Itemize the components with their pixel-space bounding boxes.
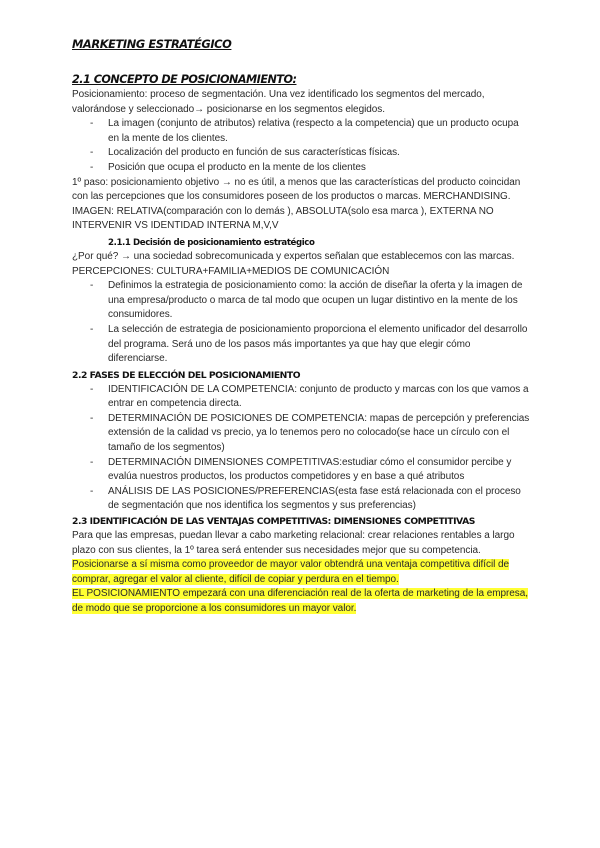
section-2-2 xyxy=(72,369,532,514)
section-2-1-intro: Posicionamiento: proceso de segmentación. Una vez identificado los segmentos del mercado, valorándose y seleccionado→ posicionarse en los segmentos elegidos. xyxy=(72,89,485,115)
list-item: - La imagen (conjunto de atributos) relativa (respecto a la competencia) que un producto ocupa en la mente de los clientes. xyxy=(72,117,532,146)
section-2-1-1-intro: ¿Por qué? → una sociedad sobrecomunicada y expertos señalan que establecemos con las marcas. PERCEPCIONES: CULTURA+FAMILIA+MEDIOS DE COMUNICACIÓN xyxy=(72,250,515,277)
document-page xyxy=(72,36,532,617)
highlighted-text: EL POSICIONAMIENTO empezará con una diferenciación real de la oferta de marketing de la empresa, de modo que se proporcione a los consumidores un mayor valor. xyxy=(72,588,528,614)
highlighted-text: Posicionarse a sí misma como proveedor de mayor valor obtendrá una ventaja competitiva difícil de comprar, agregar el valor al cliente, difícil de copiar y perdura en el tiempo. xyxy=(72,559,510,585)
list-item: - Localización del producto en función de sus características físicas. xyxy=(72,146,532,161)
list-item: - IDENTIFICACIÓN DE LA COMPETENCIA: conjunto de producto y marcas con los que vamos a entrar en competencia directa. xyxy=(72,383,532,412)
section-2-3-intro-text: Para que las empresas, puedan llevar a cabo marketing relacional: crear relaciones rentables a largo plazo con sus clientes, la 1º tarea será entender sus necesidades mejor que su competencia. xyxy=(72,530,515,556)
list-item: - ANÁLISIS DE LAS POSICIONES/PREFERENCIAS(esta fase está relacionada con el proceso de segmentación que nos identifica los segmentos y sus preferencias) xyxy=(72,485,532,514)
section-2-2-heading: 2.2 FASES DE ELECCIÓN DEL POSICIONAMIENTO xyxy=(72,369,301,381)
section-2-1-1 xyxy=(72,236,532,367)
list-item: - DETERMINACIÓN DE POSICIONES DE COMPETENCIA: mapas de percepción y preferencias extensión de la calidad vs precio, ya lo tenemos pero no colocado(se hace un círculo con el tamaño de los segmentos) xyxy=(72,412,532,456)
section-2-1-1-list xyxy=(72,279,532,367)
section-2-3-intro xyxy=(72,529,532,587)
list-item: - La selección de estrategia de posicionamiento proporciona el elemento unificador del desarrollo del programa. Será uno de los pasos más importantes ya que hay que elegir cómo diferenciarse. xyxy=(72,323,532,367)
section-2-3-heading: 2.3 IDENTIFICACIÓN DE LAS VENTAJAS COMPETITIVAS: DIMENSIONES COMPETITIVAS xyxy=(72,516,475,528)
section-2-1-1-heading: 2.1.1 Decisión de posicionamiento estratégico xyxy=(108,237,315,248)
section-2-1-heading: 2.1 CONCEPTO DE POSICIONAMIENTO: xyxy=(72,73,297,86)
document-title: MARKETING ESTRATÉGICO xyxy=(72,37,232,51)
section-2-3-final xyxy=(72,587,532,616)
section-2-3 xyxy=(72,515,532,617)
section-2-1-imagen: IMAGEN: RELATIVA(comparación con lo demás ), ABSOLUTA(solo esa marca ), EXTERNA NO INTERVENIR VS IDENTIDAD INTERNA M,V,V xyxy=(72,205,494,232)
section-2-1-list xyxy=(72,117,532,175)
section-2-1 xyxy=(72,73,532,234)
section-2-2-list xyxy=(72,383,532,514)
section-2-1-first-step: 1º paso: posicionamiento objetivo → no es útil, a menos que las características del producto coincidan con las percepciones que los consumidores poseen de los productos o marcas. MERCHANDISING. xyxy=(72,176,521,203)
list-item: - Definimos la estrategia de posicionamiento como: la acción de diseñar la oferta y la imagen de una empresa/producto o marca de tal modo que ocupen un lugar distintivo en la mente de los consumidores. xyxy=(72,279,532,323)
list-item: - Posición que ocupa el producto en la mente de los clientes xyxy=(72,161,532,176)
list-item: - DETERMINACIÓN DIMENSIONES COMPETITIVAS:estudiar cómo el consumidor percibe y evalúa nuestros productos, los productos competidores y en base a qué atributos xyxy=(72,456,532,485)
